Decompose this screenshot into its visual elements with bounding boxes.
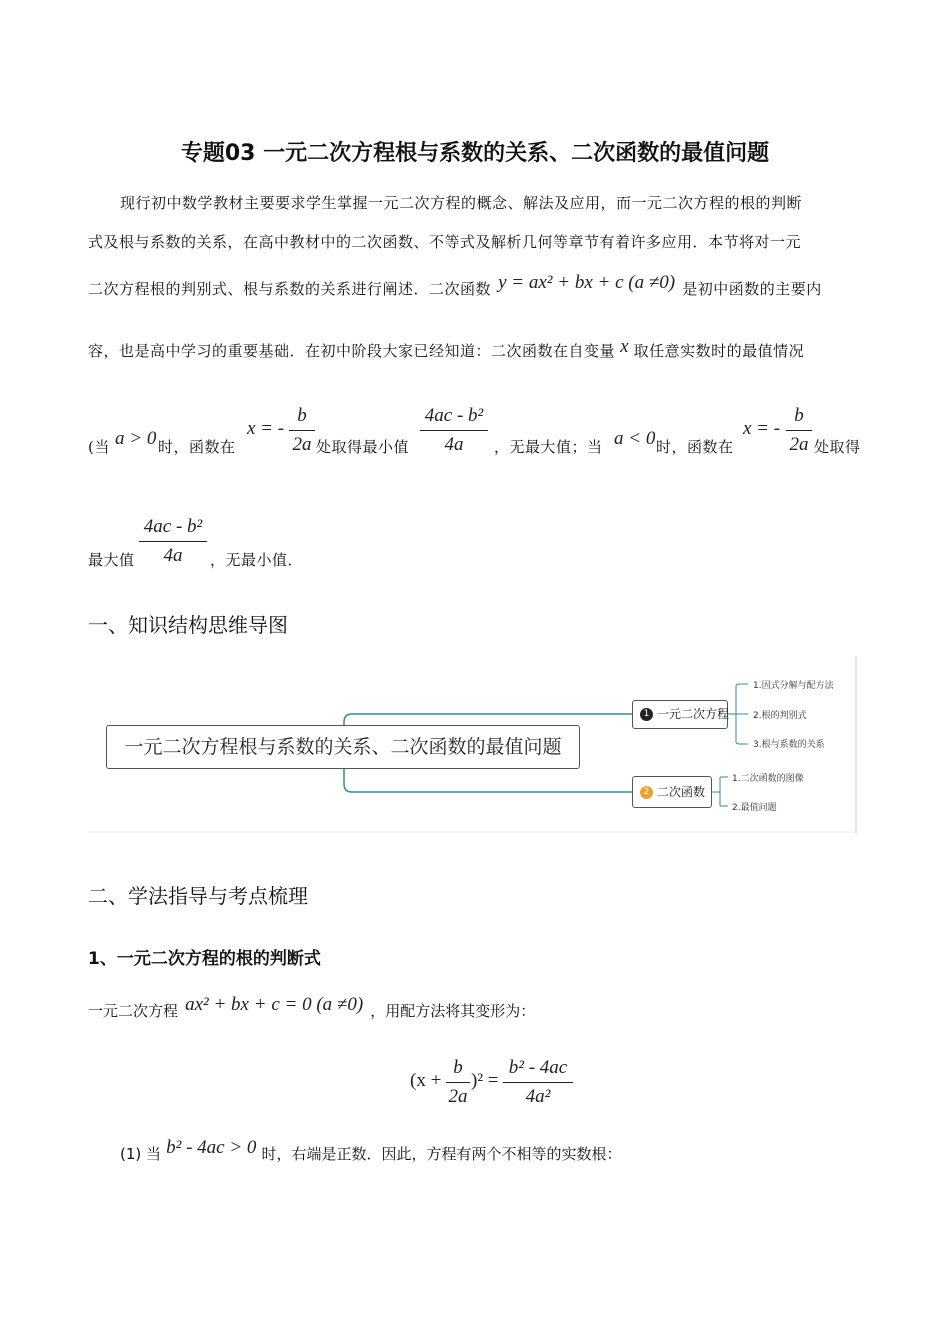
branch-1-child-3: 3.根与系数的关系 [753,740,825,750]
fraction-numerator: b [453,1057,463,1078]
branch-2-label: 二次函数 [657,785,706,799]
branch-2-child-2: 2.最值问题 [732,803,777,813]
fraction-bar [786,430,812,431]
section-heading-mindmap: 一、知识结构思维导图 [88,613,288,637]
cond-a-negative: a < 0 [614,428,656,449]
case-1-text: 时，右端是正数．因此，方程有两个不相等的实数根： [261,1145,622,1163]
fraction-max-value [139,515,207,568]
line6-text-2: ，无最小值． [210,551,304,569]
display-lhs-close: )² = [471,1070,499,1091]
fraction-numerator: b [794,405,804,426]
branch-2-badge: 2 [640,786,653,799]
intro-line-4-text-b: 取任意实数时的最值情况 [633,342,805,360]
mindmap-branch-2 [632,776,712,808]
fraction-denominator: 4a² [525,1086,551,1107]
intro-line-3-text: 二次方程根的判别式、根与系数的关系进行阐述．二次函数 [88,280,492,298]
x-equals-minus-1: x = - [247,418,285,439]
line5-text-2: 处取得最小值 [316,438,410,456]
case-1-line [120,1137,622,1165]
intro-line-1: 现行初中数学教材主要要求学生掌握一元二次方程的概念、解法及应用，而一元二次方程的根的判断 [120,194,803,212]
branch-1-badge: 1 [640,708,653,721]
section-heading-study: 二、学法指导与考点梳理 [88,884,308,908]
line5-text-4: 时，函数在 [656,438,734,456]
mindmap [88,656,858,833]
cond-a-positive: a > 0 [115,428,157,449]
fraction-denominator: 2a [789,434,809,455]
fraction-min-value [420,404,488,457]
connector-branch-2-children [710,777,728,806]
case-1-label: (1) 当 [120,1145,162,1163]
branch-1-label: 一元二次方程 [657,707,730,721]
connector-branch-1-children [728,684,748,744]
mindmap-branch-1 [632,700,728,729]
fraction-bar [503,1082,573,1083]
fraction-b-over-2a-1 [289,404,315,457]
subsection-heading-discriminant: 1、一元二次方程的根的判断式 [88,949,321,969]
line5-text-1: 时，函数在 [158,438,236,456]
branch-1-child-1: 1.因式分解与配方法 [753,681,834,691]
display-fraction-b-over-2a [446,1056,470,1109]
intro-line-2: 式及根与系数的关系，在高中教材中的二次函数、不等式及解析几何等章节有着许多应用．本节将对一元 [88,233,802,251]
equation-intro-text: 一元二次方程 [88,1002,179,1020]
fraction-bar [446,1082,470,1083]
x-equals-minus-2: x = - [743,418,781,439]
fraction-bar [420,430,488,431]
fraction-denominator: 2a [292,434,312,455]
quadratic-equation-formula: ax² + bx + c = 0 (a ≠0) [185,994,364,1015]
page-title: 专题03 一元二次方程根与系数的关系、二次函数的最值问题 [180,141,770,166]
line6-text-1: 最大值 [88,551,135,569]
display-fraction-rhs [503,1056,573,1109]
branch-1-child-2: 2.根的判别式 [753,711,807,721]
line5-open: (当 [88,438,110,456]
line5-text-5: 处取得 [814,438,861,456]
fraction-denominator: 4a [444,434,464,455]
branch-2-child-1: 1.二次函数的图像 [732,774,804,784]
case-1-condition: b² - 4ac > 0 [166,1137,257,1158]
fraction-numerator: 4ac - b² [424,405,484,426]
fraction-numerator: b² - 4ac [508,1057,568,1078]
intro-line-4-text: 容，也是高中学习的重要基础．在初中阶段大家已经知道：二次函数在自变量 [88,342,616,360]
mindmap-root: 一元二次方程根与系数的关系、二次函数的最值问题 [106,725,580,769]
fraction-numerator: b [297,405,307,426]
fraction-denominator: 4a [163,545,183,566]
fraction-denominator: 2a [448,1086,468,1107]
quadratic-function-formula: y = ax² + bx + c (a ≠0) [498,272,676,293]
intro-line-3-text-b: 是初中函数的主要内 [682,280,822,298]
display-lhs-open: (x + [410,1070,442,1091]
fraction-bar [139,541,207,542]
equation-intro-line [88,994,536,1022]
intro-line-4 [88,336,805,362]
variable-x: x [620,336,629,357]
fraction-bar [289,430,315,431]
fraction-numerator: 4ac - b² [143,516,203,537]
connector-branch-2 [344,768,632,792]
fraction-b-over-2a-2 [786,404,812,457]
line5-text-3: ，无最大值；当 [494,438,603,456]
intro-line-3 [88,272,822,300]
equation-intro-text-b: ，用配方法将其变形为： [370,1002,536,1020]
